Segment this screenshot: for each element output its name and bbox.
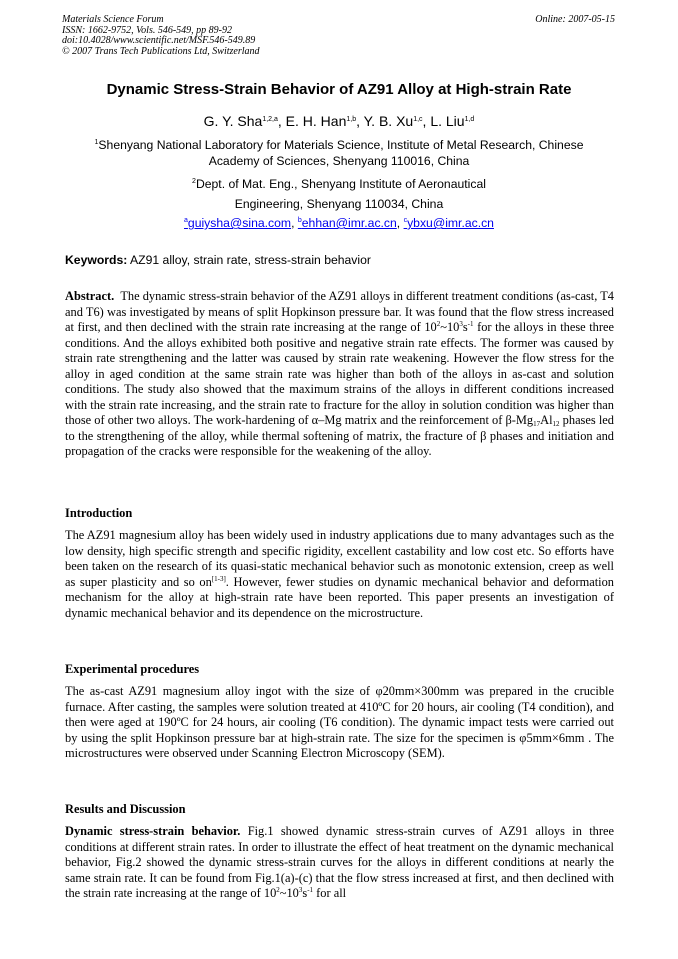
keywords (65, 253, 625, 267)
citation: [1-3] (211, 574, 226, 583)
affiliation-line: Engineering, Shenyang 110034, China (234, 197, 444, 211)
author: Y. B. Xu (363, 113, 414, 129)
affiliation-sup: 2 (192, 178, 196, 185)
paper-title: Dynamic Stress-Strain Behavior of AZ91 Alloy at High-strain Rate (106, 81, 572, 98)
email-link[interactable]: $^a$guiysha@sina.com (184, 216, 292, 230)
abstract-label: Abstract. (65, 289, 115, 303)
affiliation-1 (80, 137, 598, 169)
affiliation-2 (80, 174, 598, 214)
email-link[interactable]: $^b$ehhan@imr.ac.cn (297, 216, 397, 230)
author: E. H. Han (285, 113, 347, 129)
journal-name: Materials Science Forum (62, 14, 164, 25)
keywords-label: Keywords: (65, 253, 128, 267)
running-header (62, 15, 260, 57)
introduction-paragraph: The AZ91 magnesium alloy has been widely used in industry applications due to many advantages such as the low density, high specific strength and specific rigidity, excellent castability and low cost etc. So efforts have been taken on the research of its quasi-static mechanical behavior such as monotonic extension, creep as well as super plasticity and so on[1-3]. However, fewer studies on dynamic mechanical behavior and deformation mechanism for the alloy at high-strain rate have been reported. This paper presents an investigation of dynamic mechanical behavior and its dependence on the microstructure. (65, 528, 614, 620)
email-link[interactable]: $^c$ybxu@imr.ac.cn (403, 216, 494, 230)
author-list: G. Y. Sha$^{1,2,a}$, E. H. Han$^{1,b}$, Y. B. Xu$^{1,c}$, L. Liu$^{1,d}$ (203, 113, 475, 129)
section-heading-introduction: Introduction (65, 506, 133, 520)
issn-line: ISSN: 1662-9752, Vols. 546-549, pp 89-92 (62, 24, 232, 36)
doi-line: doi:10.4028/www.scientific.net/MSF.546-549.89 (62, 35, 256, 47)
affiliation-line: Shenyang National Laboratory for Materials Science, Institute of Metal Research, Chinese (98, 138, 584, 152)
abstract: Abstract. The dynamic stress-strain behavior of the AZ91 alloys in different treatment conditions (as-cast, T4 and T6) was investigated by means of split Hopkinson pressure bar. It was found that the flow stress increased at first, and then declined with the strain rate increasing at the range of $10^2\sim 10^3s^{-1}$ for the alloys in these three conditions. And the alloys exhibited both positive and negative strain rate effects. The former was caused by strain rate strengthening and the latter was caused by strain rate weakening. However the flow stress for the alloy in aged condition at the same strain rate was higher than both of the alloys in as-cast and solution conditions. The study also showed that the maximum strains of the alloys in different conditions increased with the strain rate increasing, and the strain rate to fracture for the alloy in solution condition was higher than those of other two alloys. The work-hardening of α–Mg matrix and the reinforcement of $\beta-Mg_{17}Al_{12}$ phases led to the strengthening of the alloy, while thermal softening of matrix, the fracture of β phases and initiation and propagation of the cracks were responsible for the weakening of the alloy. (65, 289, 614, 458)
author-sup: 1,2,a (262, 116, 278, 123)
results-subheading: Dynamic stress-strain behavior. (65, 824, 241, 838)
keywords-text: AZ91 alloy, strain rate, stress-strain behavior (130, 253, 371, 267)
author-sup: 1,c (413, 116, 423, 123)
section-heading-experimental: Experimental procedures (65, 662, 200, 676)
copyright-line: © 2007 Trans Tech Publications Ltd, Switzerland (62, 45, 260, 57)
author-sup: 1,d (464, 116, 475, 123)
section-heading-results: Results and Discussion (65, 802, 186, 816)
affiliation-line: Academy of Sciences, Shenyang 110016, China (208, 154, 470, 168)
affiliation-line: Dept. of Mat. Eng., Shenyang Institute of Aeronautical (195, 177, 486, 191)
author-sup: 1,b (346, 116, 357, 123)
email-list: $^a$guiysha@sina.com, $^b$ehhan@imr.ac.cn, $^c$ybxu@imr.ac.cn (184, 216, 494, 230)
author: G. Y. Sha (203, 113, 263, 129)
experimental-paragraph: The as-cast AZ91 magnesium alloy ingot with the size of φ20mm×300mm was prepared in the crucible furnace. After casting, the samples were solution treated at 410ºC for 20 hours, air cooling (T4 condition), and then were aged at 190ºC for 24 hours, air cooling (T6 condition). The dynamic impact tests were carried out by using the split Hopkinson pressure bar at high-strain rate. The size for the specimen is φ5mm×6mm . The microstructures were observed under Scanning Electron Microscopy (SEM). (65, 684, 614, 760)
affiliation-sup: 1 (94, 139, 99, 146)
author: L. Liu (430, 113, 465, 129)
online-date: Online: 2007-05-15 (535, 14, 615, 25)
results-paragraph: Dynamic stress-strain behavior. Fig.1 showed dynamic stress-strain curves of AZ91 alloys in three conditions at different strain rates. In order to illustrate the effect of heat treatment on the dynamic mechanical behavior, Fig.2 showed the dynamic stress-strain curves for the alloys in different conditions at nearly the same strain rate. It can be found from Fig.1(a)-(c) that the flow stress increased at first, and then declined with the strain rate increasing at the range of $10^2\sim 10^3s^{-1}$ for all (65, 824, 614, 900)
